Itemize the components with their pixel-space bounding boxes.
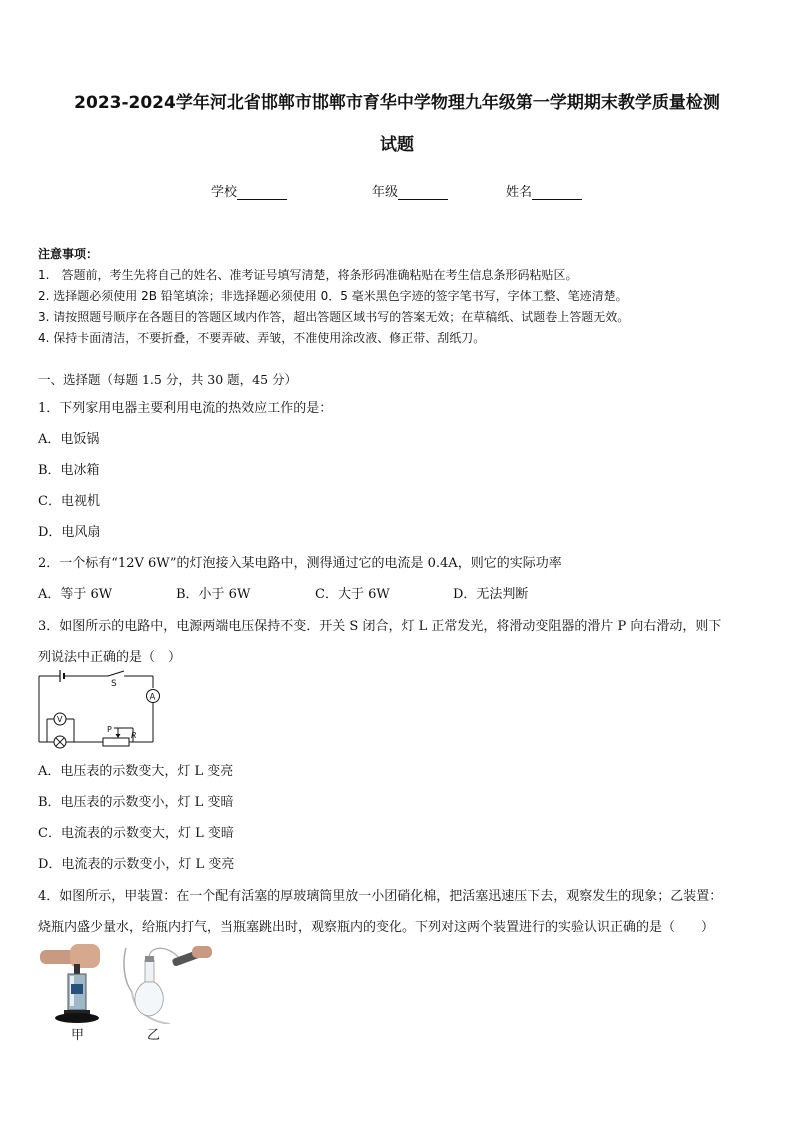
- flask-pump-figure: [112, 942, 212, 1024]
- school-label: 学校: [211, 185, 238, 200]
- q4-stem-line1: 4．如图所示，甲装置：在一个配有活塞的厚玻璃筒里放一小团硝化棉，把活塞迅速压下去，观察发生的现象；乙装置：: [38, 889, 723, 904]
- q2-option-b[interactable]: B．小于 6W: [176, 587, 251, 602]
- notice-item-3: 3. 请按照题号顺序在各题目的答题区域内作答，超出答题区域书写的答案无效；在草稿纸、试题卷上答题无效。: [38, 310, 630, 324]
- q3-stem-line1: 3．如图所示的电路中，电源两端电压保持不变．开关 S 闭合，灯 L 正常发光，将滑动变阻器的滑片 P 向右滑动，则下: [38, 619, 722, 634]
- name-field[interactable]: [506, 181, 582, 200]
- q3-option-b[interactable]: B．电压表的示数变小，灯 L 变暗: [38, 795, 234, 810]
- q1-option-b[interactable]: B．电冰箱: [38, 463, 100, 478]
- section-title: 一、选择题（每题 1.5 分，共 30 题，45 分）: [38, 372, 298, 387]
- grade-blank[interactable]: [398, 186, 448, 200]
- q1-option-c[interactable]: C．电视机: [38, 494, 100, 509]
- q3-circuit-diagram: [36, 668, 164, 750]
- q1-option-d[interactable]: D．电风扇: [38, 525, 101, 540]
- q3-option-c[interactable]: C．电流表的示数变大，灯 L 变暗: [38, 826, 234, 841]
- notice-item-1: 1. 答题前，考生先将自己的姓名、准考证号填写清楚，将条形码准确粘贴在考生信息条形码粘贴区。: [38, 268, 578, 282]
- slider-label: P: [107, 725, 112, 734]
- grade-label: 年级: [372, 185, 399, 200]
- voltmeter-label: V: [57, 715, 63, 724]
- q3-option-d[interactable]: D．电流表的示数变小，灯 L 变亮: [38, 857, 235, 872]
- figure-label-yi: 乙: [147, 1028, 161, 1043]
- school-field[interactable]: [211, 181, 287, 200]
- q4-stem-line2: 烧瓶内盛少量水，给瓶内打气，当瓶塞跳出时，观察瓶内的变化。下列对这两个装置进行的实验认识正确的是（ ）: [38, 920, 715, 935]
- q1-stem: 1．下列家用电器主要利用电流的热效应工作的是：: [38, 401, 333, 416]
- rheostat-label: R: [131, 731, 137, 740]
- grade-field[interactable]: [372, 181, 448, 200]
- q2-option-a[interactable]: A．等于 6W: [38, 587, 113, 602]
- notice-item-4: 4. 保持卡面清洁，不要折叠，不要弄破、弄皱，不准使用涂改液、修正带、刮纸刀。: [38, 331, 486, 345]
- page-title-line1: 2023-2024学年河北省邯郸市邯郸市育华中学物理九年级第一学期期末教学质量检测: [74, 93, 720, 113]
- page-title-line2: 试题: [380, 135, 414, 155]
- school-blank[interactable]: [237, 186, 287, 200]
- switch-blade: [108, 671, 124, 676]
- q1-option-a[interactable]: A．电饭锅: [38, 432, 100, 447]
- figure-label-jia: 甲: [71, 1028, 85, 1043]
- notice-item-2: 2. 选择题必须使用 2B 铅笔填涂；非选择题必须使用 0．5 毫米黑色字迹的签字笔书写，字体工整、笔迹清楚。: [38, 289, 628, 303]
- q3-option-a[interactable]: A．电压表的示数变大，灯 L 变亮: [38, 764, 234, 779]
- q2-option-d[interactable]: D．无法判断: [453, 587, 529, 602]
- ammeter-label: A: [149, 692, 156, 703]
- q2-option-c[interactable]: C．大于 6W: [315, 587, 390, 602]
- switch-label: S: [111, 679, 117, 689]
- notice-heading: 注意事项：: [38, 247, 99, 261]
- name-blank[interactable]: [532, 186, 582, 200]
- q2-stem: 2．一个标有“12V 6W”的灯泡接入某电路中，测得通过它的电流是 0.4A，则它的实际功率: [38, 556, 562, 571]
- piston-apparatus-figure: [40, 944, 112, 1026]
- name-label: 姓名: [506, 185, 533, 200]
- rheostat-icon: [103, 738, 129, 746]
- q3-stem-line2: 列说法中正确的是（ ）: [38, 650, 182, 665]
